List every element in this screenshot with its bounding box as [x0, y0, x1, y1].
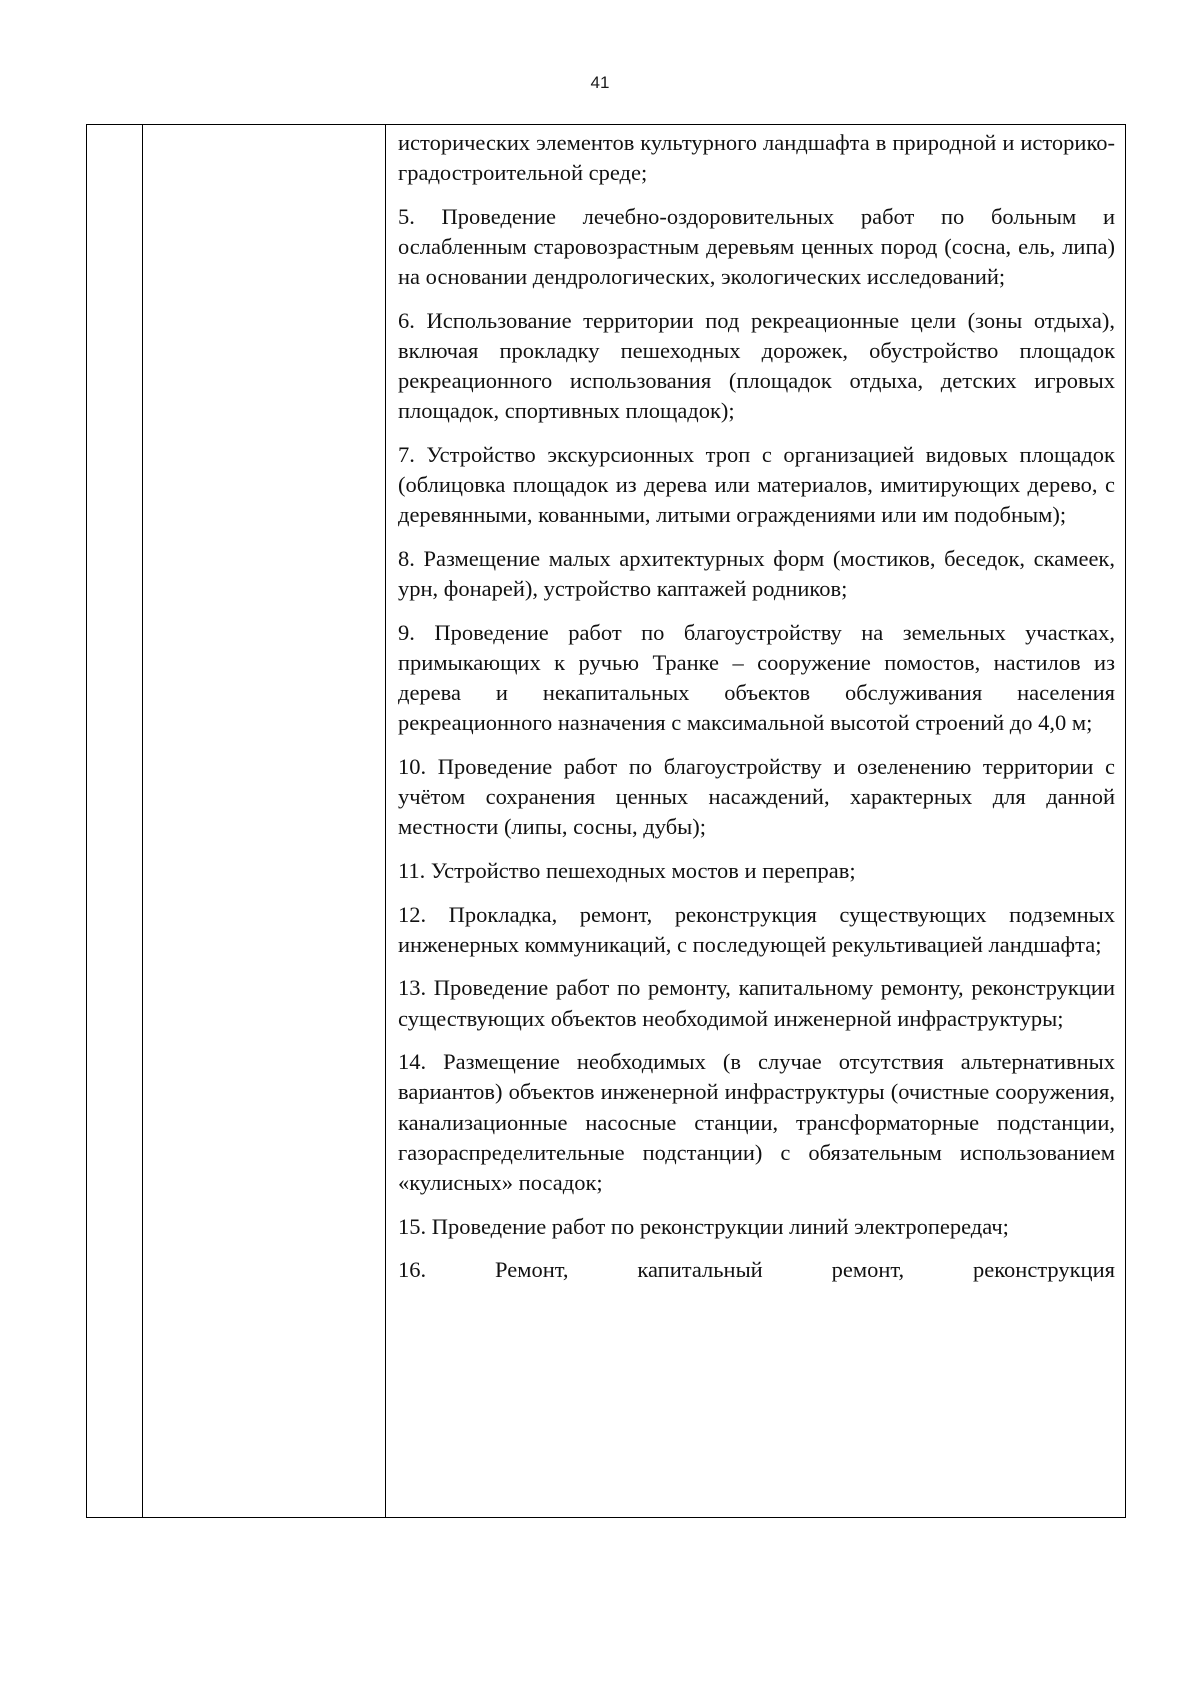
table-column-number — [87, 125, 143, 1517]
table-paragraph: 14. Размещение необходимых (в случае отсутствия альтернативных вариантов) объектов инженерной инфраструктуры (очистные сооружения, канализационные насосные станции, трансформаторные подстанции, газораспределительные подстанции) с обязательным использованием «кулисных» посадок; — [398, 1049, 1115, 1195]
table-paragraph: 15. Проведение работ по реконструкции линий электропередач; — [398, 1213, 1009, 1239]
table-paragraph: 16. Ремонт, капитальный ремонт, реконструкция — [398, 1257, 1115, 1283]
table-paragraph: исторических элементов культурного ландшафта в природной и историко-градостроительной среде; — [398, 130, 1115, 186]
table-paragraph: 12. Прокладка, ремонт, реконструкция существующих подземных инженерных коммуникаций, с последующей рекультивацией ландшафта; — [398, 901, 1115, 957]
regulations-table — [86, 124, 1126, 1518]
page-number: 41 — [590, 73, 610, 92]
table-paragraph: 6. Использование территории под рекреационные цели (зоны отдыха), включая прокладку пешеходных дорожек, обустройство площадок рекреационного использования (площадок отдыха, детских игровых площадок, спортивных площадок); — [398, 307, 1115, 424]
table-column-zone — [143, 125, 386, 1517]
table-paragraph: 9. Проведение работ по благоустройству на земельных участках, примыкающих к ручью Транке – сооружение помостов, настилов из дерева и некапитальных объектов обслуживания населения рекреационного назначения с максимальной высотой строений до 4,0 м; — [398, 619, 1115, 736]
table-paragraph: 11. Устройство пешеходных мостов и переправ; — [398, 858, 856, 883]
table-paragraph: 8. Размещение малых архитектурных форм (мостиков, беседок, скамеек, урн, фонарей), устройство каптажей родников; — [398, 546, 1115, 602]
table-column-permitted-works — [386, 125, 1125, 1517]
table-paragraph: 7. Устройство экскурсионных троп с организацией видовых площадок (облицовка площадок из дерева или материалов, имитирующих дерево, с деревянными, кованными, литыми ограждениями или им подобным); — [398, 442, 1115, 528]
table-paragraph: 10. Проведение работ по благоустройству и озеленению территории с учётом сохранения ценных насаждений, характерных для данной местности (липы, сосны, дубы); — [398, 754, 1115, 840]
table-paragraph: 5. Проведение лечебно-оздоровительных работ по больным и ослабленным старовозрастным деревьям ценных пород (сосна, ель, липа) на основании дендрологических, экологических исследований; — [398, 203, 1115, 290]
table-paragraph: 13. Проведение работ по ремонту, капитальному ремонту, реконструкции существующих объектов необходимой инженерной инфраструктуры; — [398, 975, 1115, 1031]
